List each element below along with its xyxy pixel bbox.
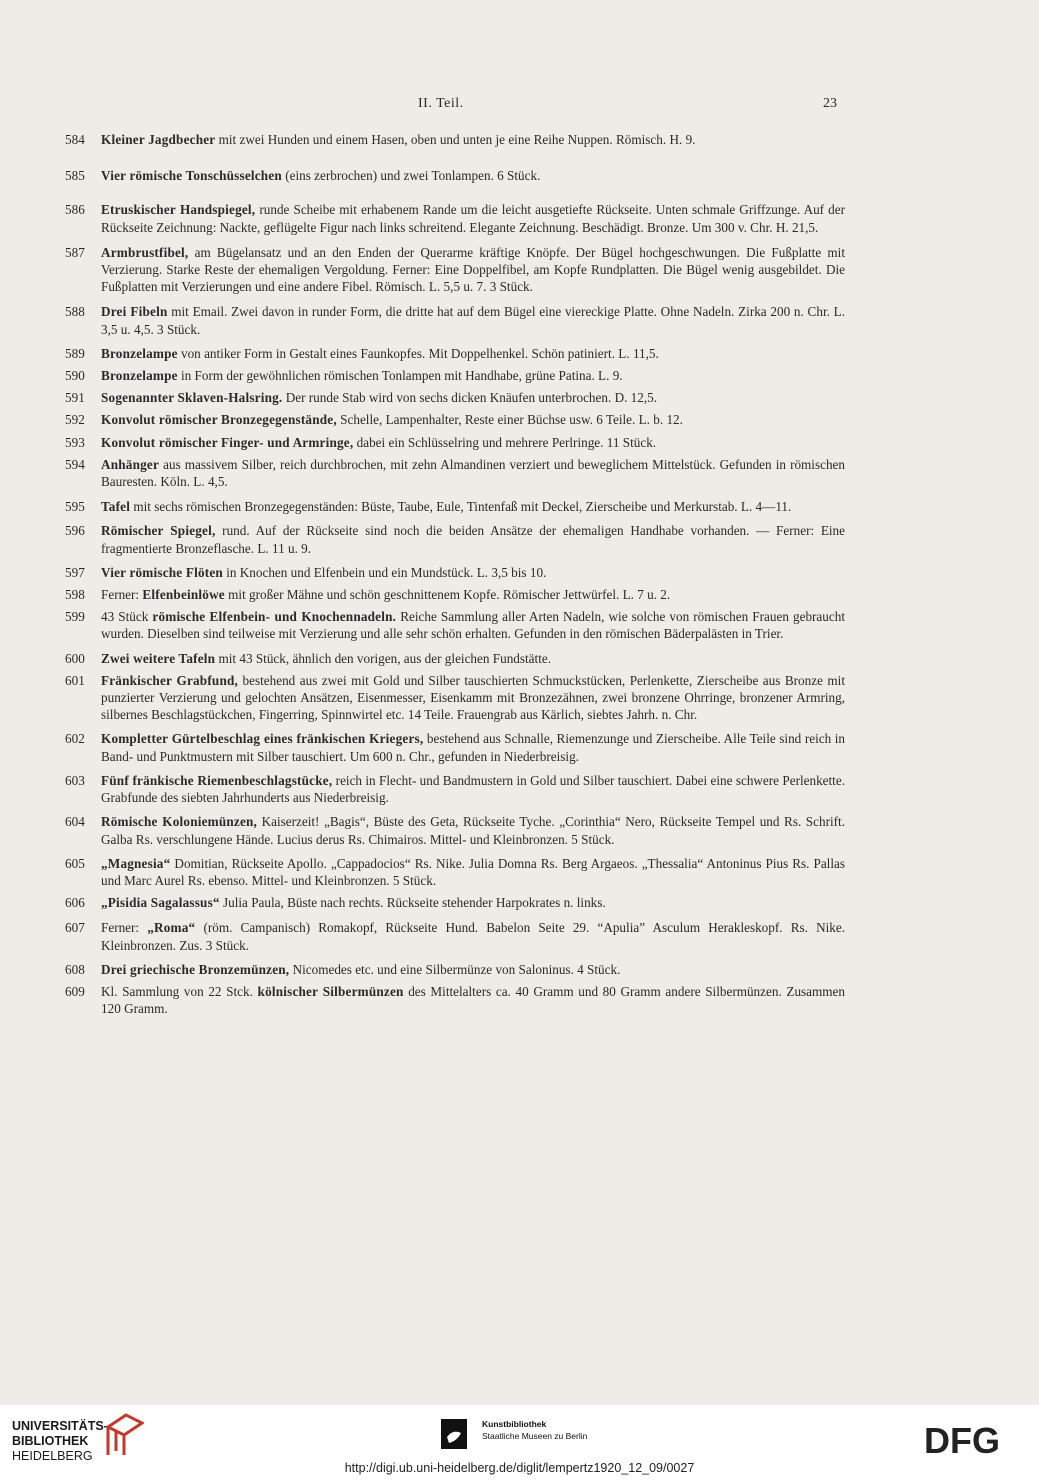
entry-body: Der runde Stab wird von sechs dicken Knäufen unterbrochen. D. 12,5. [282, 390, 658, 406]
entry-body: rund. Auf der Rückseite sind noch die beiden Ansätze der ehemaligen Handhabe vorhanden. — Ferner: Eine fragmentierte Bronzeflasche. L. 11 u. 9. [101, 523, 846, 556]
ub-heidelberg-logo-icon[interactable] [104, 1413, 144, 1457]
entry-body: mit großer Mähne und schön geschnittenem Kopfe. Römischer Jettwürfel. L. 7 u. 2. [224, 587, 671, 603]
entry-body: runde Scheibe mit erhabenem Rande um die leicht ausgetiefte Rückseite. Unten schmale Griffzunge. Auf der Rückseite Zeichnung: Nackte, geflügelte Figur nach links schreitend. Elegante Zeichnung. Beschädigt. Bronze. Um 300 v. Chr. H. 21,5. [101, 202, 845, 235]
entry-description [101, 167, 845, 184]
entry-body: Domitian, Rückseite Apollo. „Cappadocios“ Rs. Nike. Julia Domna Rs. Berg Argaeos. „Thessalia“ Antoninus Pius Rs. Pallas und Marc Aurel Rs. ebenso. Mittel- und Kleinbronzen. 5 Stück. [101, 855, 845, 888]
entry-body: mit sechs römischen Bronzegegenständen: Büste, Taube, Eule, Tintenfaß mit Deckel, Zierscheibe und Merkurstab. L. 4—11. [130, 499, 792, 515]
entry-prefix: Ferner: [101, 920, 148, 936]
entry-description [101, 650, 845, 667]
entry-number: 604 [65, 814, 85, 830]
catalog-entry [65, 608, 845, 642]
catalog-entry [65, 244, 845, 296]
entry-body: des Mittelalters ca. 40 Gramm und 80 Gramm andere Silbermünzen. Zusammen 120 Gramm. [101, 983, 845, 1017]
entry-title: Fünf fränkische Riemenbeschlagstücke, [101, 772, 333, 788]
entry-description [101, 303, 845, 337]
entry-number: 587 [65, 244, 85, 260]
entry-description [101, 919, 845, 953]
entry-number: 609 [65, 983, 85, 999]
entry-number: 605 [65, 855, 85, 871]
catalog-entries [65, 131, 845, 1022]
catalog-entry [65, 672, 845, 724]
catalog-entry [65, 411, 845, 428]
kunstbibliothek-logo-icon[interactable] [441, 1419, 475, 1449]
entry-number: 588 [65, 304, 85, 320]
catalog-entry [65, 983, 845, 1017]
entry-title: „Magnesia“ [101, 855, 171, 871]
entry-title: Elfenbeinlöwe [142, 587, 225, 603]
catalog-entry [65, 167, 845, 184]
entry-number: 598 [65, 587, 85, 603]
entry-title: Bronzelampe [101, 345, 178, 361]
catalog-entry [65, 564, 845, 581]
entry-title: Römische Koloniemünzen, [101, 814, 258, 830]
entry-prefix: 43 Stück [101, 609, 153, 625]
entry-description [101, 894, 845, 911]
entry-description [101, 498, 845, 515]
catalog-entry [65, 367, 845, 384]
catalog-entry [65, 131, 845, 148]
kunstbibliothek-name[interactable]: Kunstbibliothek Staatliche Museen zu Berlin [482, 1419, 588, 1441]
entry-body: Julia Paula, Büste nach rechts. Rückseite stehender Harpokrates n. links. [219, 895, 606, 911]
entry-body: bestehend aus Schnalle, Riemenzunge und Zierscheibe. Alle Teile sind reich in Band- und Punktmustern mit Silber tauschiert. Um 600 n. Chr., gefunden in Niederbreisig. [101, 731, 845, 764]
entry-description [101, 389, 845, 406]
entry-number: 593 [65, 434, 85, 450]
entry-number: 603 [65, 772, 85, 788]
entry-description [101, 983, 845, 1017]
catalog-entry [65, 498, 845, 515]
catalog-entry [65, 894, 845, 911]
entry-title: Drei griechische Bronzemünzen, [101, 961, 290, 977]
entry-number: 592 [65, 412, 85, 428]
catalog-entry [65, 389, 845, 406]
entry-body: reich in Flecht- und Bandmustern in Gold und Silber tauschiert. Dabei eine schwere Perlenkette. Grabfunde des siebten Jahrhunderts aus Niederbreisig. [101, 772, 845, 806]
catalog-entry [65, 961, 845, 978]
catalog-entry [65, 650, 845, 667]
catalog-entry [65, 345, 845, 362]
entry-body: mit Email. Zwei davon in runder Form, die dritte hat auf dem Bügel eine viereckige Platte. Ohne Nadeln. Zirka 200 n. Chr. L. 3,5 u. 4,5. 3 Stück. [101, 304, 845, 337]
entry-title: kölnischer Silbermünzen [257, 983, 404, 999]
entry-title: Kompletter Gürtelbeschlag eines fränkischen Kriegers, [101, 731, 424, 747]
source-url-link[interactable]: http://digi.ub.uni-heidelberg.de/diglit/lempertz1920_12_09/0027 [344, 1461, 695, 1475]
entry-body: mit 43 Stück, ähnlich den vorigen, aus der gleichen Fundstätte. [215, 650, 552, 666]
entry-description [101, 345, 845, 362]
page-header [0, 96, 1039, 116]
entry-title: Zwei weitere Tafeln [101, 650, 216, 666]
entry-title: „Roma“ [147, 920, 196, 936]
entry-description [101, 131, 845, 148]
catalog-entry [65, 456, 845, 490]
entry-title: Konvolut römischer Bronzegegenstände, [101, 412, 337, 428]
catalog-entry [65, 201, 845, 235]
entry-title: Drei Fibeln [101, 304, 168, 320]
section-title: II. Teil. [418, 96, 464, 111]
entry-title: Tafel [101, 499, 131, 515]
entry-body: Schelle, Lampenhalter, Reste einer Büchse usw. 6 Teile. L. b. 12. [336, 412, 683, 428]
entry-title: Kleiner Jagdbecher [101, 132, 216, 147]
entry-description [101, 672, 845, 724]
entry-description [101, 411, 845, 428]
entry-title: Etruskischer Handspiegel, [101, 202, 256, 218]
entry-description [101, 586, 845, 603]
entry-body: (röm. Campanisch) Romakopf, Rückseite Hund. Babelon Seite 29. “Apulia” Asculum Herakleskopf. Rs. Nike. Kleinbronzen. Zus. 3 Stück. [101, 920, 845, 953]
entry-body: bestehend aus zwei mit Gold und Silber tauschierten Schmuckstücken, Perlenkette, Zierscheibe aus Bronze mit punzierter Verzierung und gelochten Ansätzen, Eisenmesser, Eisenkamm mit Bronzezähnen, zwei bronzene Ohrringe, bronzener Armring, silbernes Beschlagstückchen, Fingerring, Spinnwirtel etc. 14 Teile. Frauengrab aus Kärlich, siebtes Jahrh. n. Chr. [101, 672, 845, 723]
entry-description [101, 434, 845, 451]
university-library-name[interactable]: UNIVERSITÄTS- BIBLIOTHEK HEIDELBERG [12, 1419, 108, 1463]
dfg-logo-icon[interactable] [924, 1423, 1024, 1457]
entry-title: Anhänger [101, 456, 160, 472]
entry-body: aus massivem Silber, reich durchbrochen, mit zehn Almandinen verziert und beweglichem Mittelstück. Gefunden in römischen Bauresten. Köln. L. 4,5. [101, 456, 845, 490]
catalog-entry [65, 586, 845, 603]
svg-text:DFG: DFG [924, 1423, 1000, 1457]
entry-number: 601 [65, 672, 85, 688]
entry-number: 602 [65, 731, 85, 747]
entry-description [101, 201, 845, 235]
catalog-entry [65, 434, 845, 451]
catalog-entry [65, 730, 845, 764]
entry-description [101, 522, 845, 556]
entry-number: 606 [65, 895, 85, 911]
entry-number: 597 [65, 564, 85, 580]
entry-body: Reiche Sammlung aller Arten Nadeln, wie solche von römischen Frauen gebraucht wurden. Dieselben sind teilweise mit Verzierung und alle sehr schön erhalten. Gefunden in den römischen Bäderpalästen in Trier. [101, 609, 845, 642]
entry-title: römische Elfenbein- und Knochennadeln. [152, 609, 397, 625]
entry-title: Armbrustfibel, [101, 244, 189, 260]
entry-number: 607 [65, 920, 85, 936]
entry-title: Konvolut römischer Finger- und Armringe, [101, 434, 354, 450]
entry-description [101, 456, 845, 490]
entry-number: 584 [65, 132, 85, 147]
entry-body: Kaiserzeit! „Bagis“, Büste des Geta, Rückseite Tyche. „Corinthia“ Nero, Rückseite Tempel und Rs. Schrift. Galba Rs. verschlungene Hände. Lucius derus Rs. Chimairos. Mittel- und Kleinbronzen. 5 Stück. [101, 814, 845, 847]
entry-description [101, 564, 845, 581]
entry-title: „Pisidia Sagalassus“ [101, 895, 220, 911]
entry-number: 586 [65, 202, 85, 218]
entry-number: 596 [65, 523, 85, 539]
entry-prefix: Kl. Sammlung von 22 Stck. [101, 983, 258, 999]
entry-description [101, 855, 845, 889]
entry-number: 594 [65, 456, 85, 472]
entry-body: (eins zerbrochen) und zwei Tonlampen. 6 Stück. [281, 168, 541, 184]
entry-number: 595 [65, 499, 85, 515]
footer-bar [0, 1405, 1039, 1483]
entry-description [101, 730, 845, 764]
catalog-entry [65, 919, 845, 953]
page-number: 23 [823, 96, 837, 111]
entry-description [101, 367, 845, 384]
entry-description [101, 813, 845, 847]
entry-title: Vier römische Flöten [101, 564, 223, 580]
catalog-entry [65, 522, 845, 556]
entry-body: in Knochen und Elfenbein und ein Mundstück. L. 3,5 bis 10. [222, 564, 547, 580]
entry-prefix: Ferner: [101, 587, 143, 603]
catalog-entry [65, 855, 845, 889]
entry-description [101, 961, 845, 978]
catalog-entry [65, 772, 845, 806]
entry-number: 591 [65, 390, 85, 406]
entry-number: 600 [65, 650, 85, 666]
entry-title: Römischer Spiegel, [101, 523, 216, 539]
entry-description [101, 244, 845, 296]
entry-body: am Bügelansatz und an den Enden der Querarme kräftige Knöpfe. Der Bügel hochgeschwungen. Die Fußplatte mit Verzierung. Starke Reste der ehemaligen Vergoldung. Ferner: Eine Doppelfibel, am Kopfe Rundplatten. Die Bügel wenig ausgebildet. Die Fußplatten mit Verzierungen und eine andere Fibel. Römisch. L. 5,5 u. 7. 3 Stück. [101, 244, 845, 295]
entry-description [101, 608, 845, 642]
catalog-entry [65, 303, 845, 337]
entry-body: in Form der gewöhnlichen römischen Tonlampen mit Handhabe, grüne Patina. L. 9. [177, 368, 623, 384]
entry-title: Vier römische Tonschüsselchen [101, 168, 282, 184]
entry-title: Bronzelampe [101, 368, 178, 384]
entry-number: 590 [65, 368, 85, 384]
entry-body: dabei ein Schlüsselring und mehrere Perlringe. 11 Stück. [353, 434, 657, 450]
entry-body: mit zwei Hunden und einem Hasen, oben und unten je eine Reihe Nuppen. Römisch. H. 9. [215, 132, 696, 147]
entry-number: 599 [65, 609, 85, 625]
entry-number: 589 [65, 345, 85, 361]
entry-number: 585 [65, 168, 85, 184]
entry-title: Fränkischer Grabfund, [101, 672, 239, 688]
entry-number: 608 [65, 961, 85, 977]
catalog-entry [65, 813, 845, 847]
entry-title: Sogenannter Sklaven-Halsring. [101, 390, 283, 406]
entry-description [101, 772, 845, 806]
entry-body: Nicomedes etc. und eine Silbermünze von Saloninus. 4 Stück. [289, 961, 621, 977]
entry-body: von antiker Form in Gestalt eines Faunkopfes. Mit Doppelhenkel. Schön patiniert. L. 11,5. [177, 345, 659, 361]
